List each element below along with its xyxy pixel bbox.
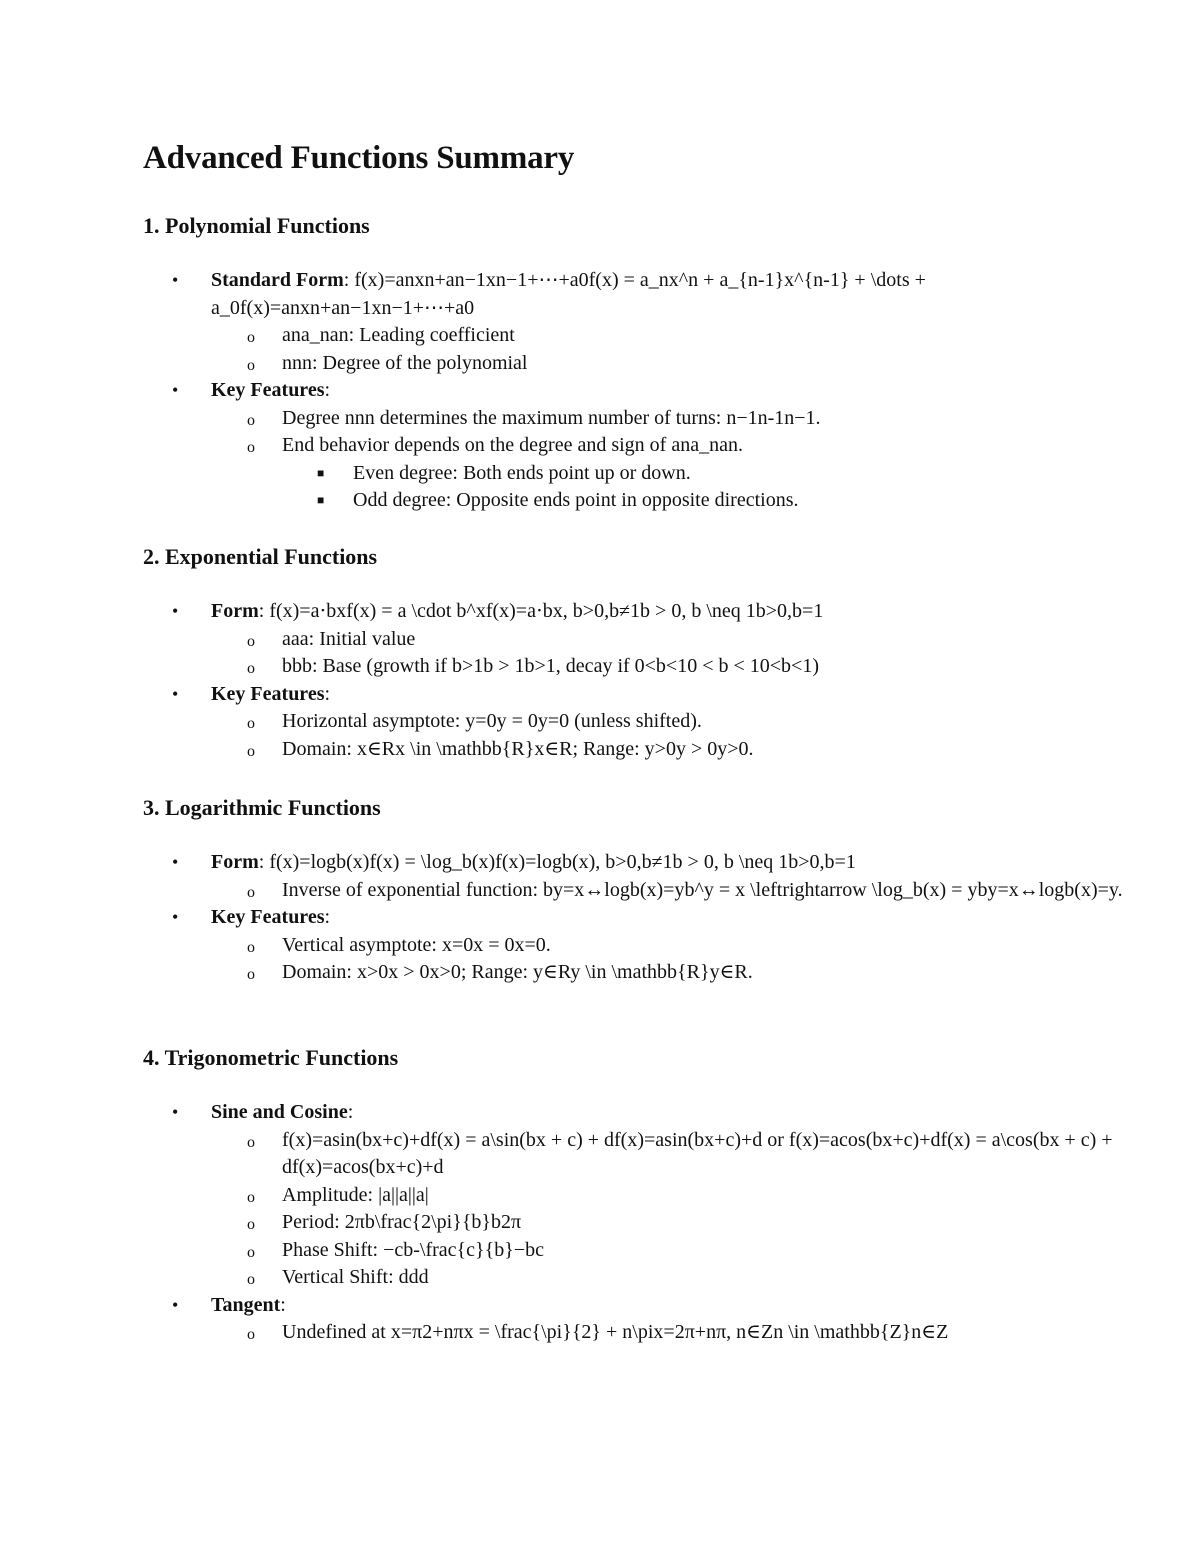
section-polynomial: [143, 212, 1143, 514]
bullet-icon: •: [172, 683, 179, 704]
circle-bullet-icon: o: [247, 1216, 255, 1233]
sub-list-item: [143, 1127, 1143, 1182]
sub-list-item: [143, 322, 1143, 350]
sub-list-item: [143, 959, 1143, 987]
circle-bullet-icon: o: [247, 742, 255, 760]
sub-item-text: Domain: x∈Rx \in \mathbb{R}x∈R; Range: y>0y > 0y>0.: [282, 737, 754, 760]
list-item: [143, 1292, 1143, 1347]
bullet-list: [143, 267, 1143, 514]
circle-bullet-icon: o: [247, 1326, 255, 1343]
sub-item-text: ana_nan: Leading coefficient: [282, 324, 515, 346]
sub-list-item: [143, 877, 1143, 905]
sub-list-item: [143, 736, 1143, 764]
item-label: Standard Form: [211, 269, 344, 291]
circle-bullet-icon: o: [247, 1271, 255, 1288]
item-text: :: [347, 1101, 354, 1123]
sub-sub-item-text: Odd degree: Opposite ends point in opposite directions.: [353, 488, 799, 511]
list-item: [143, 849, 1143, 904]
bullet-icon: •: [172, 601, 179, 621]
circle-bullet-icon: o: [247, 1243, 255, 1261]
item-text: :: [324, 379, 331, 401]
bullet-icon: •: [172, 1102, 179, 1122]
sub-item-text: f(x)=asin(bx+c)+df(x) = a\sin(bx + c) + df(x)=asin(bx+c)+d or f(x)=acos(bx+c)+df(x) = a\cos(bx + c) + df(x)=acos(bx+c)+d: [282, 1128, 1113, 1178]
item-text: : f(x)=a⋅bxf(x) = a \cdot b^xf(x)=a⋅bx, b>0,b≠1b > 0, b \neq 1b>0,b=1: [258, 600, 824, 622]
list-item: [143, 267, 1143, 377]
sub-item-text: Degree nnn determines the maximum number of turns: n−1n-1n−1.: [282, 406, 821, 429]
section-exponential: [143, 543, 1143, 763]
sub-item-text: aaa: Initial value: [282, 627, 416, 650]
item-label: Sine and Cosine: [211, 1101, 348, 1123]
section-trigonometric: [143, 1044, 1143, 1347]
circle-bullet-icon: o: [247, 966, 255, 983]
sub-list-item: [143, 1319, 1143, 1347]
item-text: : f(x)=logb(x)f(x) = \log_b(x)f(x)=logb(x), b>0,b≠1b > 0, b \neq 1b>0,b=1: [258, 851, 856, 873]
sub-list-item: [143, 1182, 1143, 1210]
sub-list-item: [143, 1264, 1143, 1292]
sub-item-text: Vertical Shift: ddd: [282, 1266, 429, 1288]
sub-item-text: Period: 2πb\frac{2\pi}{b}b2π: [282, 1211, 522, 1233]
circle-bullet-icon: o: [247, 356, 255, 374]
circle-bullet-icon: o: [247, 411, 255, 429]
sub-list-item: [143, 1237, 1143, 1265]
sub-list-item: [143, 432, 1143, 514]
item-text: :: [324, 906, 331, 928]
sub-sub-list-item: [143, 487, 1143, 514]
bullet-icon: •: [172, 852, 179, 872]
sub-sub-item-text: Even degree: Both ends point up or down.: [353, 461, 691, 484]
sub-list-item: [143, 626, 1143, 654]
sub-item-text: nnn: Degree of the polynomial: [282, 351, 528, 374]
sub-item-text: Vertical asymptote: x=0x = 0x=0.: [282, 933, 551, 956]
list-item: [143, 377, 1143, 514]
circle-bullet-icon: o: [247, 938, 255, 956]
list-item: [143, 598, 1143, 681]
sub-sub-list-item: [143, 460, 1143, 487]
bullet-list: [143, 849, 1143, 987]
bullet-icon: •: [172, 380, 179, 400]
item-label: Key Features: [211, 379, 325, 401]
item-text: : f(x)=anxn+an−1xn−1+⋯+a0f(x) = a_nx^n + a_{n-1}x^{n-1} + \dots + a_0f(x)=anxn+an−1xn−1+⋯+a0: [211, 269, 926, 319]
sub-item-text: Horizontal asymptote: y=0y = 0y=0 (unless shifted).: [282, 710, 702, 732]
sub-list-item: [143, 653, 1143, 681]
sub-list-item: [143, 405, 1143, 433]
circle-bullet-icon: o: [247, 1133, 255, 1151]
square-bullet-icon: ■: [317, 492, 325, 507]
circle-bullet-icon: o: [247, 439, 255, 456]
sub-item-text: Undefined at x=π2+nπx = \frac{\pi}{2} + n\pix=2π+nπ, n∈Zn \in \mathbb{Z}n∈Z: [282, 1321, 949, 1343]
page-title: Advanced Functions Summary: [143, 140, 575, 176]
sub-item-text: bbb: Base (growth if b>1b > 1b>1, decay if 0<b<10 < b < 10<b<1): [282, 655, 819, 677]
circle-bullet-icon: o: [247, 715, 255, 732]
bullet-list: [143, 598, 1143, 763]
item-text: :: [280, 1293, 286, 1316]
circle-bullet-icon: o: [247, 632, 255, 650]
circle-bullet-icon: o: [247, 1188, 255, 1206]
item-text: :: [324, 682, 331, 705]
list-item: [143, 904, 1143, 987]
section-logarithmic: [143, 794, 1143, 987]
sub-item-text: Inverse of exponential function: by=x↔logb(x)=yb^y = x \leftrightarrow \log_b(x) = yby=x↔logb(x)=y.: [282, 878, 1123, 901]
bullet-icon: •: [172, 907, 179, 927]
sub-list-item: [143, 1209, 1143, 1237]
sub-list-item: [143, 350, 1143, 378]
section-heading: 1. Polynomial Functions: [143, 213, 370, 238]
circle-bullet-icon: o: [247, 329, 255, 346]
bullet-icon: •: [172, 1294, 179, 1315]
sub-list-item: [143, 708, 1143, 736]
sub-item-text: Domain: x>0x > 0x>0; Range: y∈Ry \in \mathbb{R}y∈R.: [282, 961, 753, 983]
section-heading: 4. Trigonometric Functions: [143, 1045, 399, 1070]
list-item: [143, 681, 1143, 764]
sub-item-text: Phase Shift: −cb-\frac{c}{b}−bc: [282, 1238, 544, 1261]
item-label: Key Features: [211, 682, 325, 705]
list-item: [143, 1099, 1143, 1292]
section-heading: 2. Exponential Functions: [143, 544, 378, 569]
sub-item-text: End behavior depends on the degree and sign of ana_nan.: [282, 434, 743, 456]
item-label: Key Features: [211, 906, 325, 928]
section-heading: 3. Logarithmic Functions: [143, 795, 381, 820]
bullet-list: [143, 1099, 1143, 1347]
item-label: Form: [211, 851, 259, 873]
item-label: Form: [211, 600, 259, 622]
circle-bullet-icon: o: [247, 883, 255, 901]
circle-bullet-icon: o: [247, 660, 255, 677]
sub-item-text: Amplitude: |a||a||a|: [282, 1183, 429, 1206]
bullet-icon: •: [172, 270, 179, 290]
square-bullet-icon: ■: [317, 465, 325, 480]
sub-list-item: [143, 932, 1143, 960]
item-label: Tangent: [211, 1293, 281, 1316]
